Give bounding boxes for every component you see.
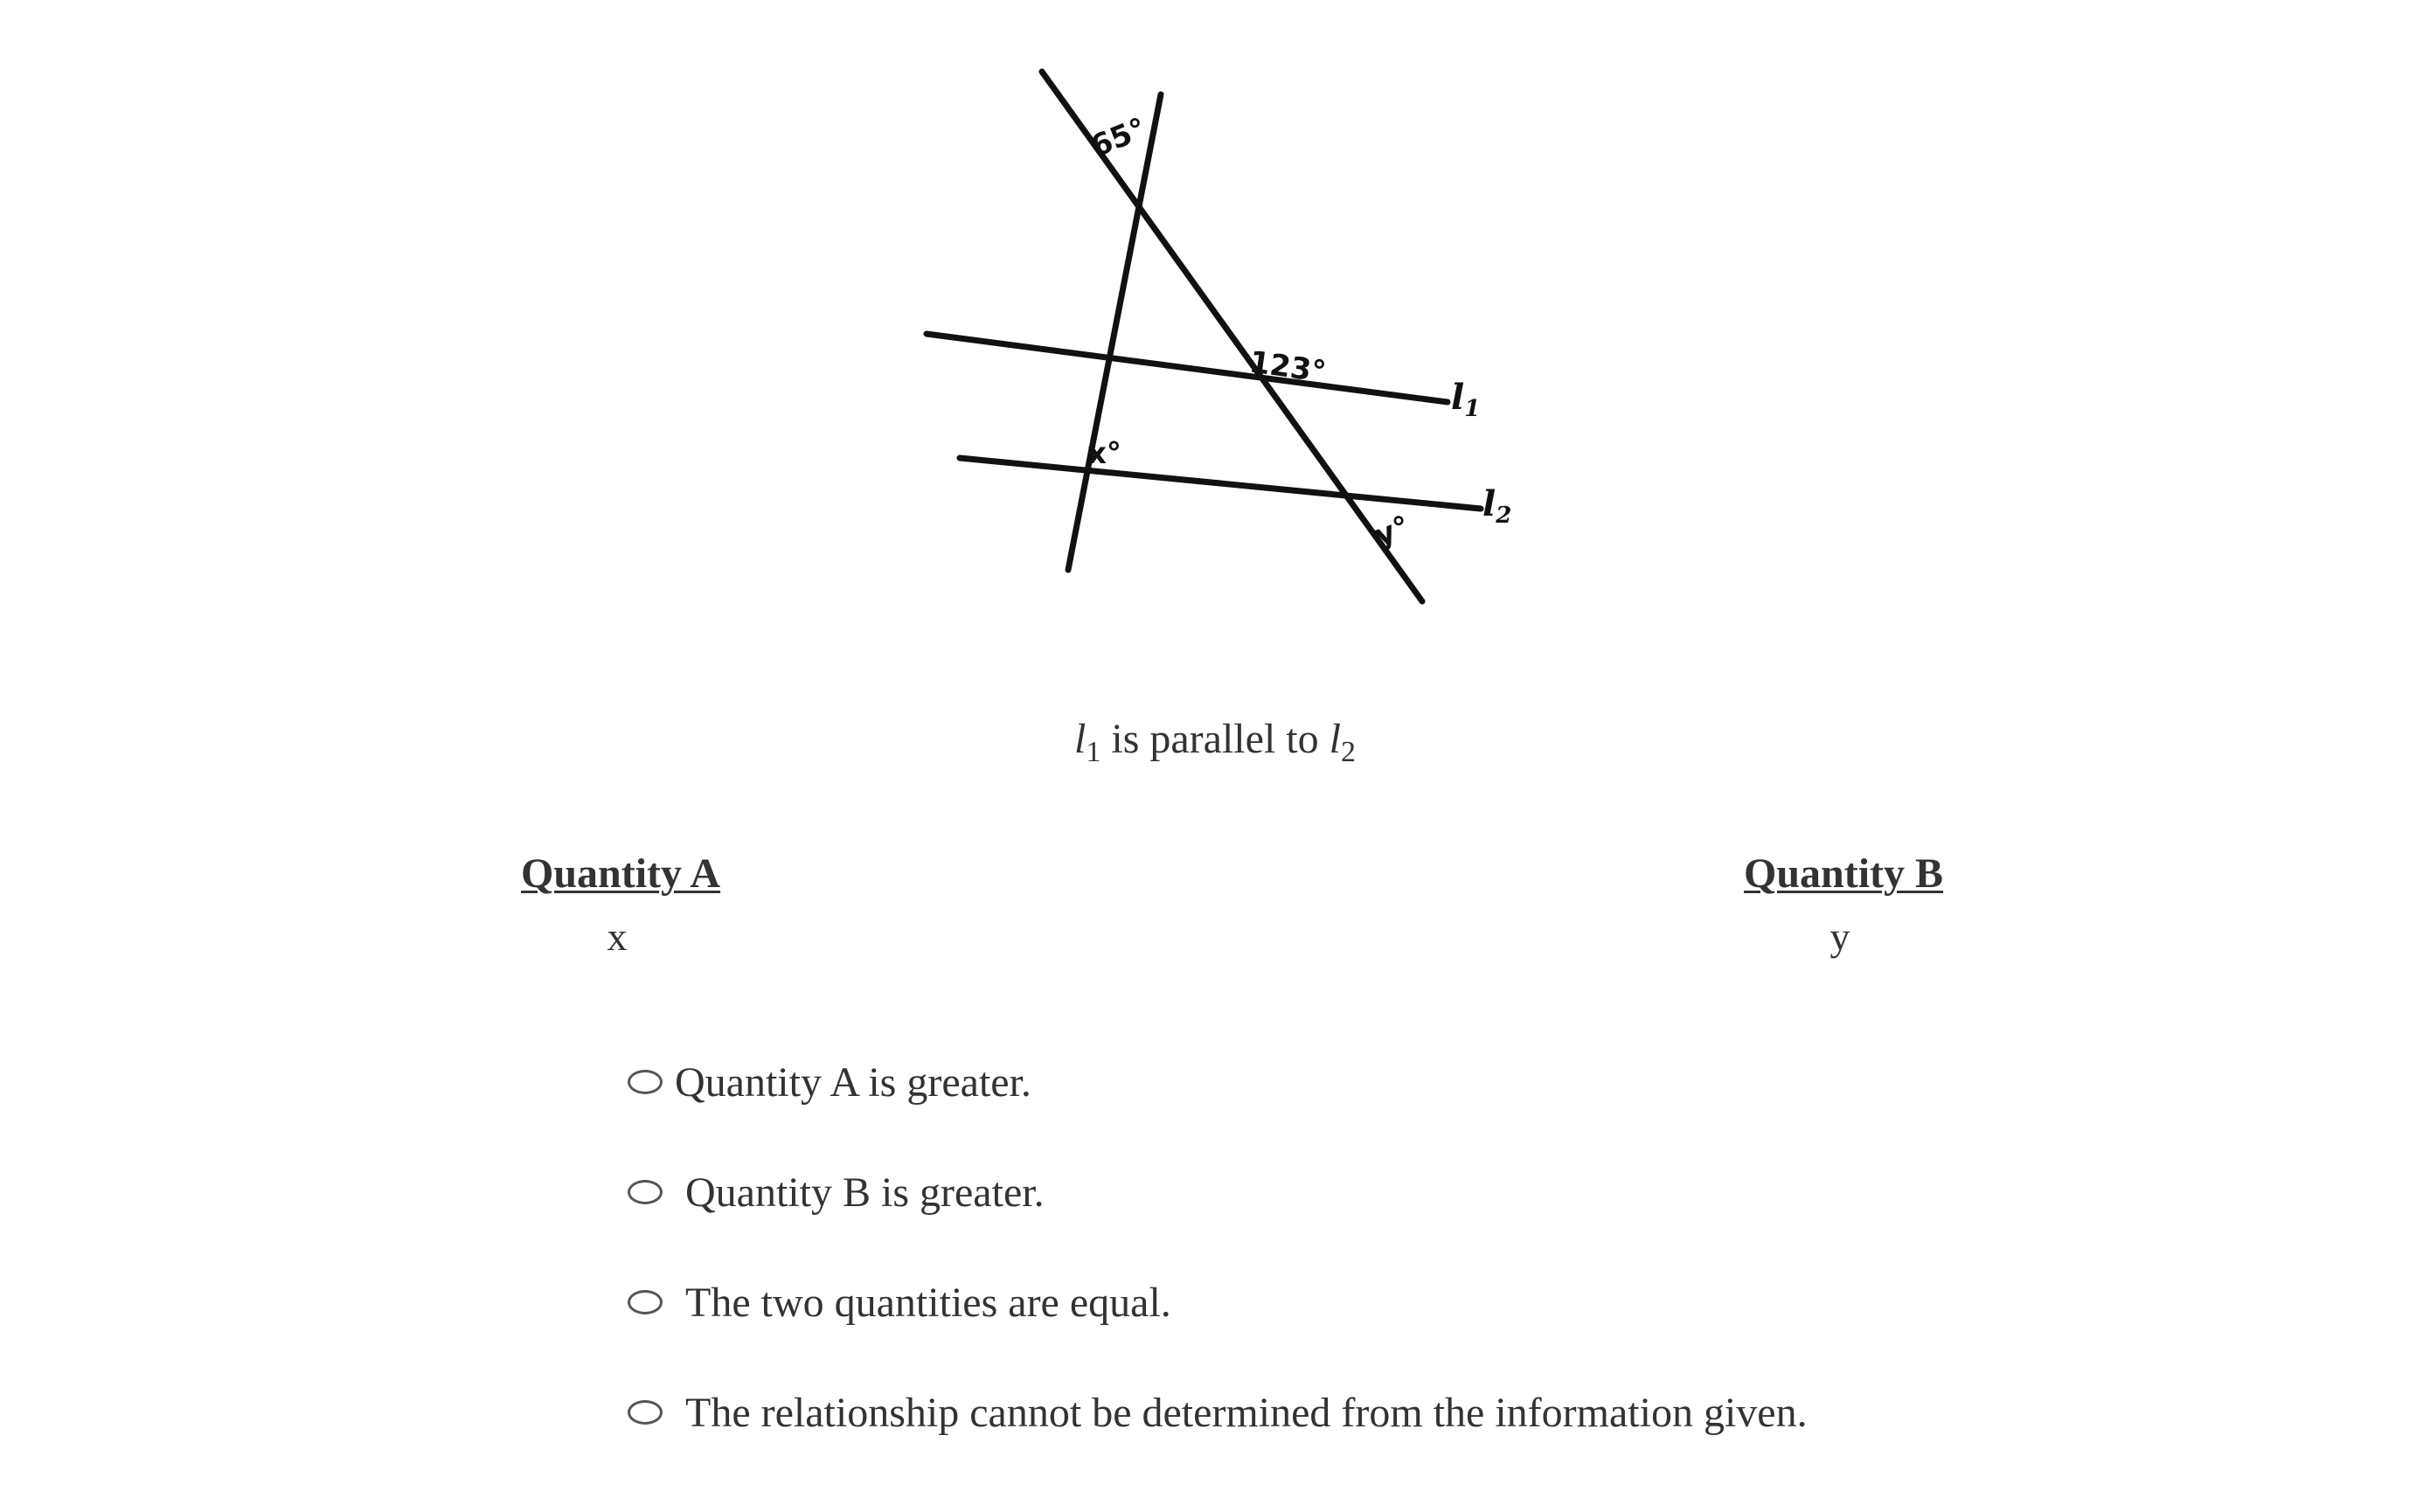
- quantity-a-column: [521, 850, 721, 960]
- parallel-line-l2: [960, 458, 1481, 509]
- answer-option-label: The relationship cannot be determined from the information given.: [685, 1389, 1808, 1436]
- radio-button[interactable]: [628, 1070, 663, 1094]
- quantity-b-column: [1744, 850, 1944, 960]
- answer-option-a-greater[interactable]: [628, 1027, 1808, 1137]
- caption-l2: $l_2$: [1329, 716, 1356, 768]
- radio-button[interactable]: [628, 1180, 663, 1204]
- transversal-left-line: [1068, 94, 1161, 570]
- answer-option-label: Quantity A is greater.: [675, 1058, 1031, 1106]
- answer-options: [628, 1027, 1808, 1467]
- answer-option-cannot-determine[interactable]: [628, 1357, 1808, 1467]
- quantity-b-heading: Quantity B: [1744, 850, 1944, 897]
- angle-label-x: x°: [1087, 436, 1121, 471]
- angle-label-123: 123°: [1246, 344, 1329, 391]
- radio-button[interactable]: [628, 1290, 663, 1314]
- parallel-line-l1: [927, 334, 1448, 402]
- geometry-figure: [900, 52, 1512, 629]
- answer-option-label: Quantity B is greater.: [685, 1169, 1045, 1216]
- caption-l1: $l_1$: [1074, 716, 1101, 768]
- angle-label-65: 65°: [1086, 111, 1152, 165]
- angle-label-y: y°: [1370, 509, 1414, 554]
- quantity-a-value: x: [607, 914, 628, 959]
- answer-option-b-greater[interactable]: [628, 1137, 1808, 1247]
- caption-text: is parallel to: [1100, 716, 1330, 762]
- radio-button[interactable]: [628, 1400, 663, 1425]
- quantity-a-heading: Quantity A: [521, 850, 721, 897]
- line-label-l2: $l_2$: [1482, 483, 1512, 529]
- line-label-l1: $l_1$: [1451, 377, 1481, 422]
- figure-caption: [0, 715, 2430, 769]
- answer-option-label: The two quantities are equal.: [685, 1279, 1171, 1326]
- answer-option-equal[interactable]: [628, 1247, 1808, 1357]
- quantity-b-value: y: [1829, 914, 1850, 959]
